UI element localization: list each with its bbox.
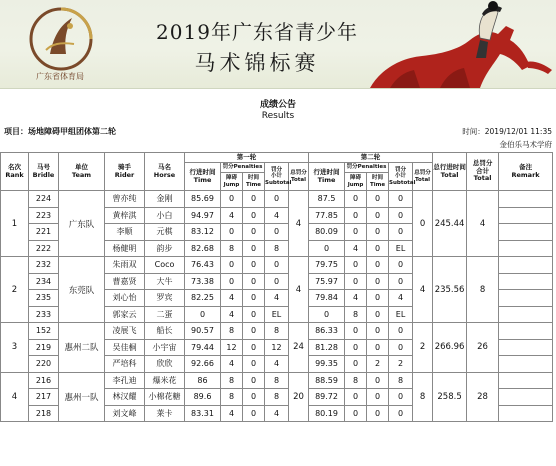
r1-total-cell: 24 <box>289 323 309 373</box>
col-remark: 备注 Remark <box>499 153 553 191</box>
r1-jump-cell: 0 <box>221 273 243 290</box>
r2-time-cell: 89.72 <box>309 389 345 406</box>
r1-time-cell: 82.68 <box>185 240 221 257</box>
r2-time-cell: 81.28 <box>309 339 345 356</box>
sports-bureau-logo <box>26 4 96 74</box>
r1-jump-cell: 4 <box>221 356 243 373</box>
r2-time-cell: 0 <box>309 240 345 257</box>
r2-timepen-cell: 0 <box>367 339 389 356</box>
r1-time-cell: 83.12 <box>185 224 221 241</box>
r1-time-cell: 73.38 <box>185 273 221 290</box>
r1-timepen-cell: 0 <box>243 191 265 208</box>
r2-time-cell: 79.75 <box>309 257 345 274</box>
rider-cell: 林汉耀 <box>105 389 145 406</box>
r1-jump-cell: 8 <box>221 389 243 406</box>
r1-jump-cell: 12 <box>221 339 243 356</box>
total-time-cell: 258.5 <box>433 372 467 422</box>
remark-cell <box>499 224 553 241</box>
table-row <box>1 323 553 340</box>
rank-cell: 2 <box>1 257 29 323</box>
rank-cell: 3 <box>1 323 29 373</box>
r2-subtotal-cell: 0 <box>389 339 413 356</box>
bridle-cell: 218 <box>29 405 59 422</box>
horse-cell: 大牛 <box>145 273 185 290</box>
r1-subtotal-cell: 8 <box>265 372 289 389</box>
r1-jump-cell: 0 <box>221 224 243 241</box>
r1-timepen-cell: 0 <box>243 405 265 422</box>
results-table <box>0 152 553 422</box>
r1-time-cell: 0 <box>185 306 221 323</box>
r2-subtotal-cell: 0 <box>389 191 413 208</box>
col-bridle: 马号 Bridle <box>29 153 59 191</box>
r2-timepen-cell: 0 <box>367 224 389 241</box>
r2-jump-cell: 8 <box>345 306 367 323</box>
bridle-cell: 219 <box>29 339 59 356</box>
col-r1-subtotal: 罚分 小计 Subtotal <box>265 163 289 191</box>
grand-total-cell: 28 <box>467 372 499 422</box>
r1-timepen-cell: 0 <box>243 207 265 224</box>
r2-timepen-cell: 0 <box>367 240 389 257</box>
horse-cell: 罗宾 <box>145 290 185 307</box>
rider-cell: 朱雨双 <box>105 257 145 274</box>
r1-subtotal-cell: 8 <box>265 240 289 257</box>
rider-cell: 曾亦纯 <box>105 191 145 208</box>
r1-jump-cell: 0 <box>221 191 243 208</box>
r2-timepen-cell: 0 <box>367 290 389 307</box>
r1-time-cell: 82.25 <box>185 290 221 307</box>
banner-title-line2: 马术锦标赛 <box>194 51 320 75</box>
r1-timepen-cell: 0 <box>243 273 265 290</box>
remark-cell <box>499 207 553 224</box>
r2-time-cell: 79.84 <box>309 290 345 307</box>
results-heading-en: Results <box>261 111 295 121</box>
r2-jump-cell: 0 <box>345 207 367 224</box>
team-cell: 惠州二队 <box>59 323 105 373</box>
rider-cell: 曹嘉贤 <box>105 273 145 290</box>
r2-jump-cell: 0 <box>345 389 367 406</box>
remark-cell <box>499 191 553 208</box>
r1-jump-cell: 8 <box>221 372 243 389</box>
team-cell: 惠州一队 <box>59 372 105 422</box>
r1-time-cell: 94.97 <box>185 207 221 224</box>
table-row <box>1 191 553 208</box>
r2-jump-cell: 0 <box>345 323 367 340</box>
horse-cell: Coco <box>145 257 185 274</box>
total-time-cell: 235.56 <box>433 257 467 323</box>
r2-time-cell: 86.33 <box>309 323 345 340</box>
r1-time-cell: 92.66 <box>185 356 221 373</box>
r1-time-cell: 85.69 <box>185 191 221 208</box>
rank-cell: 1 <box>1 191 29 257</box>
r1-time-cell: 76.43 <box>185 257 221 274</box>
col-r2-total: 总罚分 Total <box>413 163 433 191</box>
r1-timepen-cell: 0 <box>243 389 265 406</box>
horse-cell: 爆米花 <box>145 372 185 389</box>
rider-cell: 李孔迪 <box>105 372 145 389</box>
grand-total-cell: 26 <box>467 323 499 373</box>
r1-timepen-cell: 0 <box>243 290 265 307</box>
bridle-cell: 217 <box>29 389 59 406</box>
bridle-cell: 232 <box>29 257 59 274</box>
r2-subtotal-cell: 0 <box>389 389 413 406</box>
banner-title-line1: 2019年广东省青少年 <box>156 20 358 44</box>
r2-subtotal-cell: 2 <box>389 356 413 373</box>
r1-time-cell: 83.31 <box>185 405 221 422</box>
grand-total-cell: 8 <box>467 257 499 323</box>
rider-cell: 李顺 <box>105 224 145 241</box>
r2-time-cell: 80.09 <box>309 224 345 241</box>
r2-total-cell: 2 <box>413 323 433 373</box>
horse-cell: 莱卡 <box>145 405 185 422</box>
r2-subtotal-cell: EL <box>389 240 413 257</box>
event-banner <box>0 0 556 89</box>
r2-time-cell: 77.85 <box>309 207 345 224</box>
horse-cell: 船长 <box>145 323 185 340</box>
col-r2-time: 行进时间 Time <box>309 163 345 191</box>
r1-time-cell: 89.6 <box>185 389 221 406</box>
col-total-time: 总行进时间 Total <box>433 153 467 191</box>
r1-time-cell: 86 <box>185 372 221 389</box>
r1-timepen-cell: 0 <box>243 339 265 356</box>
r2-subtotal-cell: EL <box>389 306 413 323</box>
r1-jump-cell: 0 <box>221 257 243 274</box>
rider-cell: 吴佳桐 <box>105 339 145 356</box>
col-r1-jump: 障碍 Jump <box>221 173 243 191</box>
rider-cell: 刘文峰 <box>105 405 145 422</box>
r2-timepen-cell: 0 <box>367 372 389 389</box>
rider-cell: 黄梓淇 <box>105 207 145 224</box>
col-r1-penalties: 罚分Penalties <box>221 163 265 173</box>
col-rank: 名次 Rank <box>1 153 29 191</box>
r2-timepen-cell: 0 <box>367 405 389 422</box>
results-body <box>1 191 553 422</box>
r1-total-cell: 4 <box>289 191 309 257</box>
col-r1-timepen: 时间 Time <box>243 173 265 191</box>
r2-jump-cell: 0 <box>345 356 367 373</box>
r1-subtotal-cell: 12 <box>265 339 289 356</box>
r2-jump-cell: 4 <box>345 290 367 307</box>
r2-subtotal-cell: 8 <box>389 372 413 389</box>
r2-timepen-cell: 0 <box>367 389 389 406</box>
r1-jump-cell: 8 <box>221 323 243 340</box>
r1-total-cell: 4 <box>289 257 309 323</box>
r1-jump-cell: 4 <box>221 405 243 422</box>
r2-jump-cell: 0 <box>345 273 367 290</box>
r2-subtotal-cell: 0 <box>389 257 413 274</box>
r1-subtotal-cell: 8 <box>265 389 289 406</box>
remark-cell <box>499 389 553 406</box>
col-team: 单位 Team <box>59 153 105 191</box>
col-r2-subtotal: 罚分 小计 Subtotal <box>389 163 413 191</box>
rider-cell: 刘心怡 <box>105 290 145 307</box>
r2-jump-cell: 0 <box>345 339 367 356</box>
r2-subtotal-cell: 0 <box>389 323 413 340</box>
bridle-cell: 220 <box>29 356 59 373</box>
r2-total-cell: 4 <box>413 257 433 323</box>
col-round2: 第二轮 <box>309 153 433 163</box>
r2-jump-cell: 0 <box>345 191 367 208</box>
r1-jump-cell: 4 <box>221 207 243 224</box>
col-round1: 第一轮 <box>185 153 309 163</box>
bridle-cell: 234 <box>29 273 59 290</box>
r2-timepen-cell: 0 <box>367 323 389 340</box>
r2-total-cell: 0 <box>413 191 433 257</box>
r2-timepen-cell: 0 <box>367 191 389 208</box>
table-row <box>1 372 553 389</box>
r2-timepen-cell: 0 <box>367 273 389 290</box>
r1-subtotal-cell: 0 <box>265 273 289 290</box>
r2-subtotal-cell: 4 <box>389 290 413 307</box>
col-r2-timepen: 时间 Time <box>367 173 389 191</box>
r2-jump-cell: 0 <box>345 405 367 422</box>
total-time-cell: 266.96 <box>433 323 467 373</box>
total-time-cell: 245.44 <box>433 191 467 257</box>
r2-subtotal-cell: 0 <box>389 224 413 241</box>
horse-cell: 韵步 <box>145 240 185 257</box>
r2-subtotal-cell: 0 <box>389 405 413 422</box>
team-cell: 东莞队 <box>59 257 105 323</box>
col-r1-time: 行进时间 Time <box>185 163 221 191</box>
r2-time-cell: 0 <box>309 306 345 323</box>
col-horse: 马名 Horse <box>145 153 185 191</box>
team-cell: 广东队 <box>59 191 105 257</box>
horse-cell: 小白 <box>145 207 185 224</box>
col-grand-total: 总罚分 合计 Total <box>467 153 499 191</box>
horse-cell: 二蛋 <box>145 306 185 323</box>
remark-cell <box>499 257 553 274</box>
remark-cell <box>499 323 553 340</box>
horse-cell: 小棉花糖 <box>145 389 185 406</box>
r2-total-cell: 8 <box>413 372 433 422</box>
r2-jump-cell: 8 <box>345 372 367 389</box>
col-r1-total: 总罚分 Total <box>289 163 309 191</box>
col-r2-penalties: 罚分Penalties <box>345 163 389 173</box>
r1-timepen-cell: 0 <box>243 240 265 257</box>
bridle-cell: 221 <box>29 224 59 241</box>
rider-cell: 杨健明 <box>105 240 145 257</box>
r2-time-cell: 87.5 <box>309 191 345 208</box>
r1-timepen-cell: 0 <box>243 372 265 389</box>
r1-jump-cell: 4 <box>221 306 243 323</box>
venue-label: 金伯乐马术学府 <box>499 140 552 149</box>
col-rider: 骑手 Rider <box>105 153 145 191</box>
r1-timepen-cell: 0 <box>243 224 265 241</box>
r2-jump-cell: 0 <box>345 224 367 241</box>
remark-cell <box>499 372 553 389</box>
horse-cell: 小宇宙 <box>145 339 185 356</box>
r1-timepen-cell: 0 <box>243 356 265 373</box>
bridle-cell: 152 <box>29 323 59 340</box>
r2-subtotal-cell: 0 <box>389 207 413 224</box>
rider-cell: 凌展飞 <box>105 323 145 340</box>
bridle-cell: 224 <box>29 191 59 208</box>
horse-cell: 金刚 <box>145 191 185 208</box>
col-r2-jump: 障碍 Jump <box>345 173 367 191</box>
r1-subtotal-cell: 4 <box>265 405 289 422</box>
bureau-name: 广东省体育局 <box>36 72 84 81</box>
r1-time-cell: 79.44 <box>185 339 221 356</box>
r2-timepen-cell: 0 <box>367 306 389 323</box>
r2-time-cell: 99.35 <box>309 356 345 373</box>
r2-timepen-cell: 2 <box>367 356 389 373</box>
r2-jump-cell: 4 <box>345 240 367 257</box>
r1-subtotal-cell: 0 <box>265 191 289 208</box>
r1-subtotal-cell: 4 <box>265 290 289 307</box>
r2-time-cell: 75.97 <box>309 273 345 290</box>
remark-cell <box>499 356 553 373</box>
rider-cell: 严培科 <box>105 356 145 373</box>
r2-timepen-cell: 0 <box>367 207 389 224</box>
r1-timepen-cell: 0 <box>243 257 265 274</box>
remark-cell <box>499 339 553 356</box>
r2-timepen-cell: 0 <box>367 257 389 274</box>
r1-subtotal-cell: EL <box>265 306 289 323</box>
r1-timepen-cell: 0 <box>243 306 265 323</box>
bridle-cell: 216 <box>29 372 59 389</box>
r1-total-cell: 20 <box>289 372 309 422</box>
bridle-cell: 222 <box>29 240 59 257</box>
bridle-cell: 235 <box>29 290 59 307</box>
r1-jump-cell: 4 <box>221 290 243 307</box>
results-heading-cn: 成绩公告 <box>259 100 296 110</box>
r1-time-cell: 90.57 <box>185 323 221 340</box>
rank-cell: 4 <box>1 372 29 422</box>
table-row <box>1 257 553 274</box>
remark-cell <box>499 273 553 290</box>
r1-jump-cell: 8 <box>221 240 243 257</box>
r2-jump-cell: 0 <box>345 257 367 274</box>
bridle-cell: 223 <box>29 207 59 224</box>
r1-subtotal-cell: 8 <box>265 323 289 340</box>
r1-subtotal-cell: 0 <box>265 224 289 241</box>
rider-cell: 郭家云 <box>105 306 145 323</box>
bridle-cell: 233 <box>29 306 59 323</box>
grand-total-cell: 4 <box>467 191 499 257</box>
horse-cell: 欣欣 <box>145 356 185 373</box>
r1-subtotal-cell: 4 <box>265 356 289 373</box>
horse-cell: 元棋 <box>145 224 185 241</box>
time-label: 时间：2019/12/01 11:35 <box>462 127 552 136</box>
r2-time-cell: 80.19 <box>309 405 345 422</box>
r2-subtotal-cell: 0 <box>389 273 413 290</box>
r1-subtotal-cell: 4 <box>265 207 289 224</box>
r1-subtotal-cell: 0 <box>265 257 289 274</box>
r1-timepen-cell: 0 <box>243 323 265 340</box>
r2-time-cell: 88.59 <box>309 372 345 389</box>
remark-cell <box>499 306 553 323</box>
horse-rider-illustration <box>330 0 556 88</box>
event-label: 项目：场地障碍甲组团体第二轮 <box>4 127 116 136</box>
remark-cell <box>499 405 553 422</box>
meta-right <box>462 125 552 151</box>
remark-cell <box>499 240 553 257</box>
remark-cell <box>499 290 553 307</box>
